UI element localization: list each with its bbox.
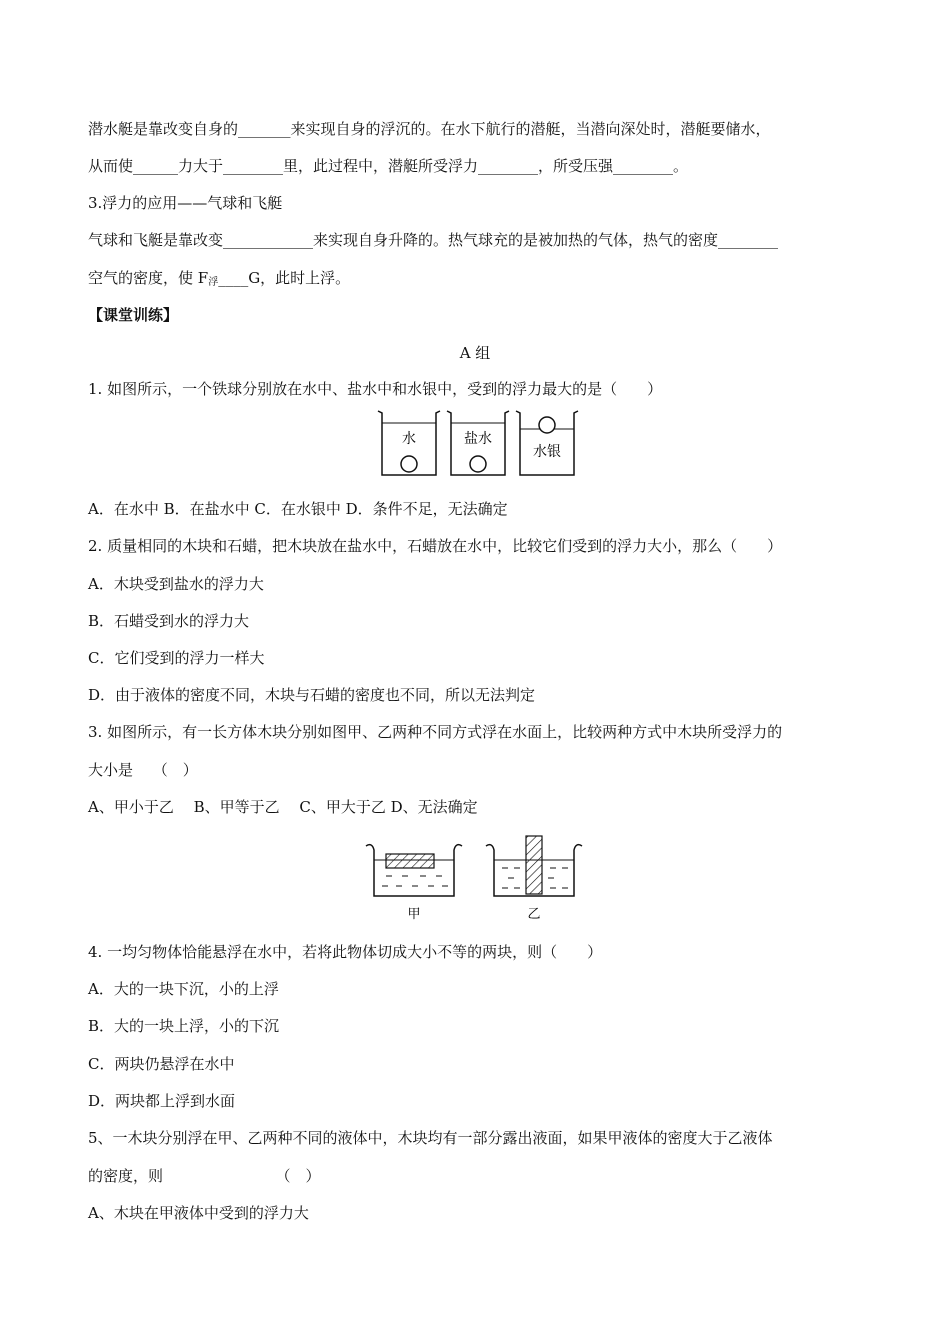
balloon-line-2-post: ____G，此时上浮。	[218, 269, 351, 287]
water-dashes-jia	[382, 876, 448, 886]
question-4-option-a: A．大的一块下沉，小的上浮	[88, 980, 279, 998]
question-1-figure	[376, 409, 582, 479]
question-4-option-c: C．两块仍悬浮在水中	[88, 1055, 235, 1073]
question-4-option-b: B．大的一块上浮，小的下沉	[88, 1017, 280, 1035]
label-mercury: 水银	[533, 444, 561, 460]
question-2-option-a: A．木块受到盐水的浮力大	[88, 575, 264, 593]
beaker-mercury	[516, 411, 578, 475]
iron-ball-saltwater	[470, 456, 486, 472]
question-2-option-b: B．石蜡受到水的浮力大	[88, 612, 250, 630]
question-1-stem: 1. 如图所示，一个铁球分别放在水中、盐水中和水银中，受到的浮力最大的是（ ）	[88, 380, 663, 398]
question-5-stem-line-2: 的密度，则 （ ）	[88, 1167, 321, 1185]
balloon-line-2-pre: 空气的密度，使 F	[88, 269, 209, 287]
submarine-line-2: 从而使______力大于________里，此过程中，潜艇所受浮力________，所受压强________。	[88, 157, 689, 175]
label-yi: 乙	[527, 907, 541, 922]
balloon-line-2	[88, 268, 350, 293]
question-5-option-a: A、木块在甲液体中受到的浮力大	[88, 1204, 309, 1222]
question-2-option-d: D．由于液体的密度不同，木块与石蜡的密度也不同，所以无法判定	[88, 686, 536, 704]
question-3-stem-line-2: 大小是 （ ）	[88, 761, 198, 779]
label-saltwater: 盐水	[464, 431, 492, 447]
question-4-stem: 4. 一均匀物体恰能悬浮在水中，若将此物体切成大小不等的两块，则（ ）	[88, 943, 603, 961]
buoyancy-subscript: 浮	[208, 277, 219, 288]
question-3-stem-line-1: 3. 如图所示，有一长方体木块分别如图甲、乙两种不同方式浮在水面上，比较两种方式中木块所受浮力的	[88, 723, 783, 741]
container-jia	[366, 845, 462, 896]
question-2-option-c: C．它们受到的浮力一样大	[88, 649, 265, 667]
balloon-line-1: 气球和飞艇是靠改变____________来实现自身升降的。热气球充的是被加热的气体，热气的密度________	[88, 231, 779, 249]
iron-ball-mercury	[539, 417, 555, 433]
wood-block-yi	[526, 836, 542, 894]
wood-block-jia	[386, 854, 434, 868]
question-5-stem-line-1: 5、一木块分别浮在甲、乙两种不同的液体中，木块均有一部分露出液面，如果甲液体的密度大于乙液体	[88, 1129, 773, 1147]
practice-heading: 【课堂训练】	[88, 306, 179, 324]
question-1-options: A．在水中 B．在盐水中 C．在水银中 D．条件不足，无法确定	[88, 500, 508, 518]
section-3-title: 3.浮力的应用——气球和飞艇	[88, 194, 283, 212]
question-4-option-d: D．两块都上浮到水面	[88, 1092, 236, 1110]
label-jia: 甲	[407, 907, 421, 922]
iron-ball-water	[401, 456, 417, 472]
group-title: A 组	[459, 344, 491, 362]
question-3-figure	[362, 832, 588, 924]
question-2-stem: 2. 质量相同的木块和石蜡，把木块放在盐水中，石蜡放在水中，比较它们受到的浮力大小，那么（ ）	[88, 537, 783, 555]
label-water: 水	[402, 431, 416, 447]
submarine-line-1: 潜水艇是靠改变自身的_______来实现自身的浮沉的。在水下航行的潜艇，当潜向深处时，潜艇要储水，	[88, 120, 771, 138]
question-3-options: A、甲小于乙 B、甲等于乙 C、甲大于乙 D、无法确定	[88, 798, 478, 816]
